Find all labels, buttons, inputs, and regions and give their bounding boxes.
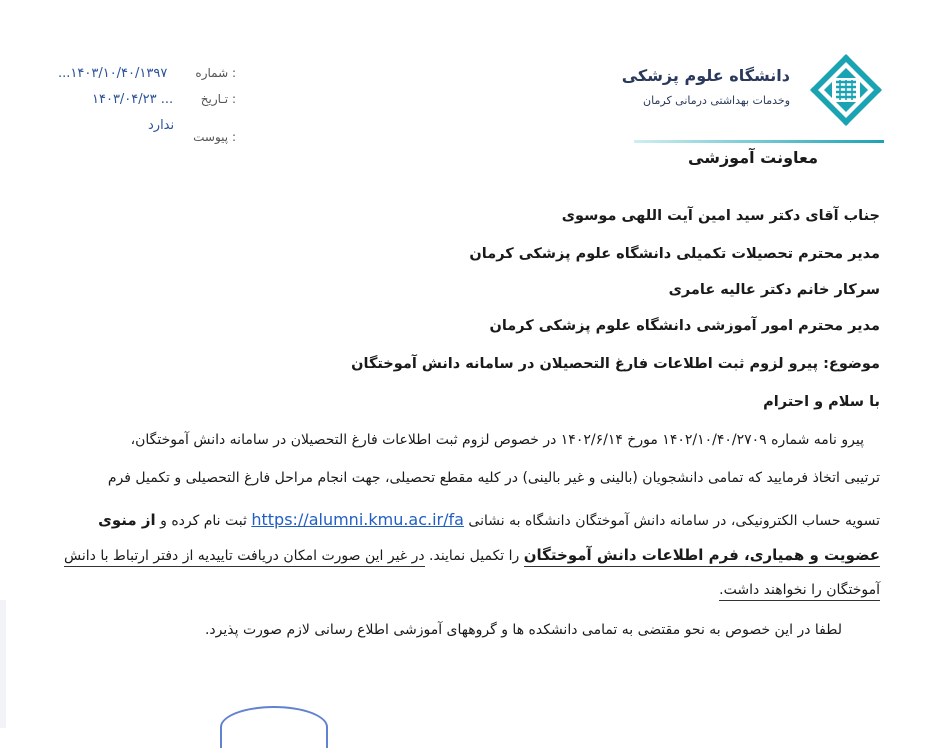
- number-value: ...۱۴۰۳/۱۰/۴۰/۱۳۹۷: [58, 66, 168, 81]
- paragraph-1-line-5-text: آموختگان را نخواهند داشت.: [719, 582, 880, 601]
- date-label: تـاریخ :: [200, 92, 236, 106]
- letter-subject: موضوع: پیرو لزوم ثبت اطلاعات فارغ التحصیلان در سامانه دانش آموختگان: [351, 356, 880, 372]
- department-title: معاونت آموزشی: [688, 148, 818, 167]
- paragraph-1-line-5: [719, 582, 880, 598]
- university-subtitle: وخدمات بهداشتی درمانی کرمان: [643, 94, 790, 107]
- paragraph-1-line-4: [64, 546, 880, 564]
- paragraph-1-line-3-text-c: از منوی: [98, 511, 156, 529]
- paragraph-1-line-3: [98, 510, 880, 529]
- university-name: دانشگاه علوم پزشکی: [621, 66, 790, 85]
- alumni-link[interactable]: https://alumni.kmu.ac.ir/fa: [251, 510, 464, 529]
- alumni-form-reference: عضویت و همیاری، فرم اطلاعات دانش آموختگان: [524, 546, 880, 567]
- letter-greeting: با سلام و احترام: [763, 394, 880, 410]
- meta-date: [56, 92, 236, 112]
- paragraph-1-line-4-text-c: در غیر این صورت امکان دریافت تاییدیه از دفتر ارتباط با دانش: [64, 548, 425, 567]
- recipient-2-title: مدیر محترم امور آموزشی دانشگاه علوم پزشکی کرمان: [489, 318, 880, 334]
- meta-attachment: [56, 118, 236, 144]
- paragraph-1-line-3-text-a: تسویه حساب الکترونیکی، در سامانه دانش آموختگان دانشگاه به نشانی: [468, 513, 880, 529]
- header-divider: [634, 140, 884, 143]
- paragraph-1-line-3-text-b: ثبت نام کرده و: [160, 513, 247, 529]
- date-value: ۱۴۰۳/۰۴/۲۳ ...: [92, 92, 174, 107]
- attachment-value: ندارد: [148, 118, 175, 133]
- stamp-arc: [220, 706, 328, 748]
- university-logo-icon: [808, 52, 884, 128]
- recipient-2: سرکار خانم دکتر عالیه عامری: [668, 282, 880, 298]
- paragraph-1-line-2: ترتیبی اتخاذ فرمایید که تمامی دانشجویان (بالینی و غیر بالینی) در کلیه مقطع تحصیلی، جهت انجام مراحل فارغ التحصیلی و تکمیل فرم: [107, 470, 880, 486]
- number-label: شماره :: [195, 66, 236, 80]
- paragraph-1-line-4-text-b: را تکمیل نمایند.: [429, 548, 520, 564]
- recipient-1-title: مدیر محترم تحصیلات تکمیلی دانشگاه علوم پزشکی کرمان: [469, 246, 880, 262]
- recipient-1: جناب آقای دکتر سید امین آیت اللهی موسوی: [561, 208, 880, 224]
- page-edge-shadow: [0, 600, 6, 728]
- paragraph-2: لطفا در این خصوص به نحو مقتضی به تمامی دانشکده ها و گروههای آموزشی اطلاع رسانی لازم صورت پذیرد.: [204, 622, 842, 638]
- paragraph-1-line-1: پیرو نامه شماره ۱۴۰۲/۱۰/۴۰/۲۷۰۹ مورخ ۱۴۰۲/۶/۱۴ در خصوص لزوم ثبت اطلاعات فارغ التحصیلان در سامانه دانش آموختگان،: [130, 432, 864, 448]
- meta-number: [56, 66, 236, 86]
- attachment-label: پیوست :: [193, 130, 236, 144]
